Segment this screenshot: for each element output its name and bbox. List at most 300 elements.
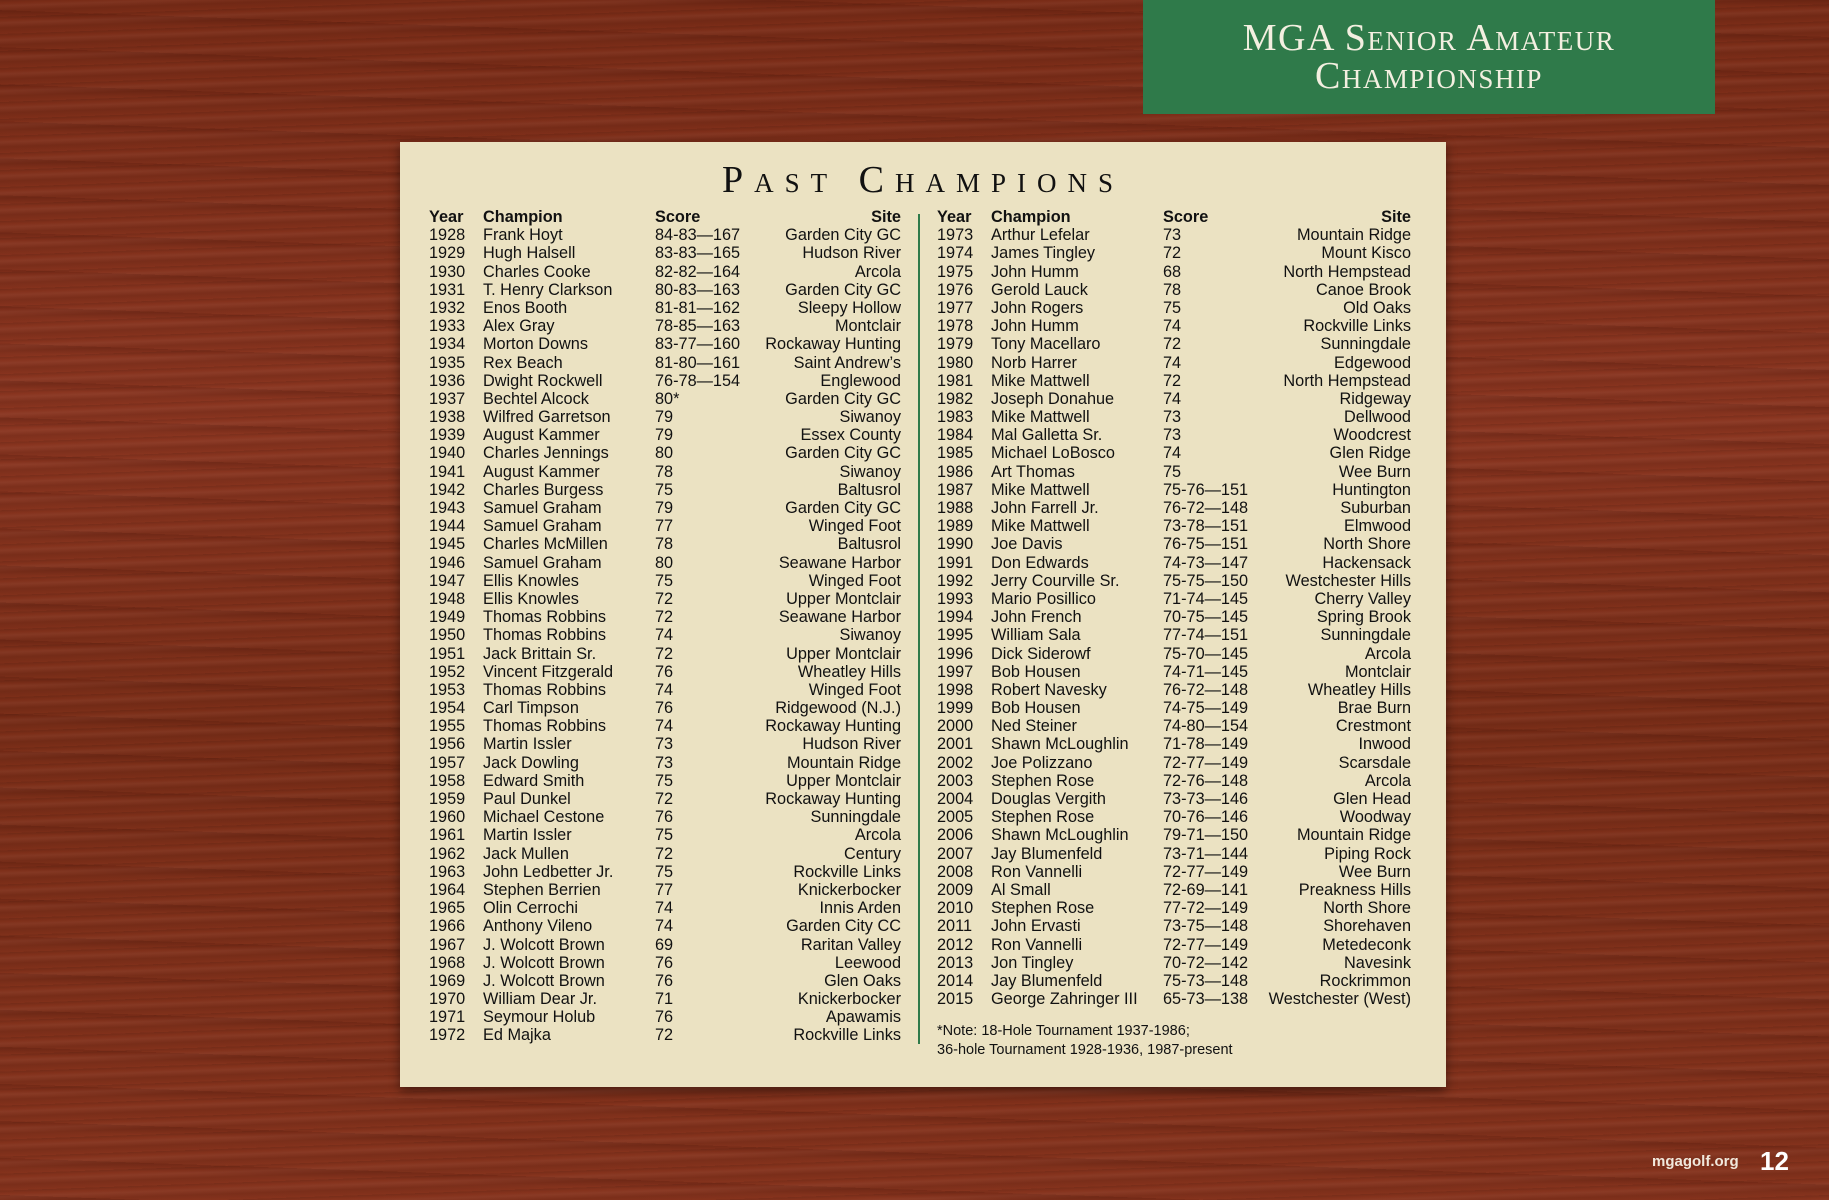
cell-champion: Jack Mullen xyxy=(483,844,569,863)
cell-site: Wee Burn xyxy=(1338,462,1411,481)
cell-year: 1978 xyxy=(937,317,974,336)
cell-champion: Mal Galletta Sr. xyxy=(991,426,1103,445)
cell-score: 72-76—148 xyxy=(1163,771,1249,790)
cell-score: 76 xyxy=(655,971,674,990)
cell-score: 83-77—160 xyxy=(655,335,741,354)
cell-year: 1936 xyxy=(429,371,466,390)
table-row xyxy=(937,554,1411,572)
banner-line-1: MGA Senior Amateur xyxy=(1242,17,1616,59)
cell-champion: Stephen Rose xyxy=(991,899,1095,918)
cell-score: 78 xyxy=(655,462,674,481)
cell-site: Elmwood xyxy=(1344,517,1411,536)
cell-site: Garden City GC xyxy=(785,280,901,299)
cell-score: 76 xyxy=(655,808,674,827)
column-divider xyxy=(918,214,920,1044)
table-row xyxy=(429,608,901,626)
cell-score: 77 xyxy=(655,880,674,899)
cell-site: Suburban xyxy=(1340,499,1411,517)
table-row xyxy=(937,390,1411,408)
cell-score: 74 xyxy=(655,917,674,936)
cell-site: Arcola xyxy=(1364,771,1411,790)
cell-champion: Samuel Graham xyxy=(483,517,602,536)
cell-year: 1971 xyxy=(429,1008,466,1027)
cell-champion: Vincent Fitzgerald xyxy=(483,662,614,681)
table-row xyxy=(429,554,901,572)
cell-score: 74 xyxy=(1163,389,1182,408)
table-row xyxy=(429,426,901,444)
header-champion: Champion xyxy=(991,208,1071,226)
cell-champion: Charles McMillen xyxy=(483,535,608,554)
cell-year: 1946 xyxy=(429,553,466,572)
cell-champion: Charles Jennings xyxy=(483,444,609,463)
cell-champion: Ellis Knowles xyxy=(483,589,579,608)
table-row xyxy=(429,572,901,590)
cell-year: 2011 xyxy=(937,917,973,936)
table-row xyxy=(937,535,1411,553)
table-row xyxy=(429,881,901,899)
cell-score: 78-85—163 xyxy=(655,317,741,336)
cell-year: 1983 xyxy=(937,408,974,427)
header-score: Score xyxy=(655,208,701,226)
cell-site: Westchester Hills xyxy=(1285,571,1411,590)
cell-champion: Martin Issler xyxy=(483,735,572,754)
table-row xyxy=(937,990,1411,1008)
cell-site: Knickerbocker xyxy=(797,880,901,899)
table-row xyxy=(937,444,1411,462)
cell-champion: Charles Burgess xyxy=(483,480,604,499)
cell-site: Canoe Brook xyxy=(1315,280,1411,299)
cell-score: 75 xyxy=(655,826,674,845)
cell-year: 1952 xyxy=(429,662,466,681)
table-row xyxy=(937,281,1411,299)
table-row xyxy=(937,845,1411,863)
header-site: Site xyxy=(1381,208,1411,226)
format-note xyxy=(937,1022,1233,1060)
table-row xyxy=(937,572,1411,590)
cell-site: Essex County xyxy=(800,426,901,445)
cell-score: 72 xyxy=(1163,371,1182,390)
cell-year: 1982 xyxy=(937,389,974,408)
cell-year: 1980 xyxy=(937,353,974,372)
table-row xyxy=(937,426,1411,444)
cell-champion: Gerold Lauck xyxy=(991,280,1088,299)
cell-site: Glen Ridge xyxy=(1329,444,1411,463)
header-site: Site xyxy=(871,208,901,226)
cell-score: 72 xyxy=(655,844,674,863)
cell-champion: Thomas Robbins xyxy=(483,680,607,699)
cell-champion: August Kammer xyxy=(483,462,600,481)
cell-score: 69 xyxy=(655,935,674,954)
table-row xyxy=(937,499,1411,517)
cell-champion: Anthony Vileno xyxy=(483,917,593,936)
cell-champion: Wilfred Garretson xyxy=(483,408,611,427)
table-row xyxy=(937,463,1411,481)
cell-year: 1990 xyxy=(937,535,974,554)
table-row xyxy=(937,954,1411,972)
cell-site: Westchester (West) xyxy=(1268,990,1411,1009)
cell-year: 2012 xyxy=(937,935,974,954)
table-row xyxy=(429,299,901,317)
cell-score: 75 xyxy=(655,862,674,881)
cell-year: 1976 xyxy=(937,280,974,299)
cell-champion: Michael LoBosco xyxy=(991,444,1115,463)
cell-year: 1996 xyxy=(937,644,974,663)
cell-year: 1969 xyxy=(429,971,466,990)
cell-score: 76-72—148 xyxy=(1163,499,1249,517)
cell-champion: Jack Brittain Sr. xyxy=(483,644,597,663)
cell-year: 1937 xyxy=(429,389,466,408)
cell-site: Woodcrest xyxy=(1333,426,1411,445)
table-row xyxy=(937,826,1411,844)
table-row xyxy=(937,335,1411,353)
cell-site: Shorehaven xyxy=(1323,917,1411,936)
cell-site: Hudson River xyxy=(802,735,901,754)
cell-year: 1998 xyxy=(937,680,974,699)
cell-year: 1991 xyxy=(937,553,974,572)
cell-site: Edgewood xyxy=(1334,353,1411,372)
cell-site: Innis Arden xyxy=(819,899,901,918)
cell-site: Piping Rock xyxy=(1324,844,1411,863)
cell-site: Montclair xyxy=(1344,662,1411,681)
cell-year: 1954 xyxy=(429,699,466,718)
header-year: Year xyxy=(429,208,464,226)
cell-score: 75 xyxy=(1163,462,1182,481)
cell-site: Arcola xyxy=(854,826,901,845)
table-row xyxy=(429,699,901,717)
header-score: Score xyxy=(1163,208,1209,226)
cell-year: 1974 xyxy=(937,244,974,263)
cell-year: 1965 xyxy=(429,899,466,918)
table-row xyxy=(429,372,901,390)
cell-year: 1966 xyxy=(429,917,466,936)
cell-score: 74 xyxy=(655,680,674,699)
cell-champion: John Ervasti xyxy=(991,917,1081,936)
cell-score: 76 xyxy=(655,662,674,681)
cell-score: 75 xyxy=(655,571,674,590)
cell-site: North Shore xyxy=(1323,899,1411,918)
table-row xyxy=(937,244,1411,262)
cell-score: 78 xyxy=(1163,280,1182,299)
cell-score: 71-74—145 xyxy=(1163,589,1249,608)
cell-site: Montclair xyxy=(834,317,901,336)
cell-score: 81-81—162 xyxy=(655,298,741,317)
cell-champion: Art Thomas xyxy=(991,462,1075,481)
table-row xyxy=(429,1008,901,1026)
cell-site: Hackensack xyxy=(1322,553,1411,572)
cell-site: Mountain Ridge xyxy=(1296,226,1411,245)
cell-champion: Mike Mattwell xyxy=(991,517,1090,536)
cell-year: 1992 xyxy=(937,571,974,590)
table-row xyxy=(937,608,1411,626)
table-row xyxy=(429,790,901,808)
cell-year: 1988 xyxy=(937,499,974,517)
cell-year: 1962 xyxy=(429,844,466,863)
cell-year: 1984 xyxy=(937,426,974,445)
website-url: mgagolf.org xyxy=(1652,1153,1739,1170)
cell-site: Sunningdale xyxy=(810,808,901,827)
cell-score: 76-78—154 xyxy=(655,371,741,390)
cell-champion: Joseph Donahue xyxy=(991,389,1115,408)
cell-champion: Robert Navesky xyxy=(991,680,1107,699)
cell-score: 74 xyxy=(1163,353,1182,372)
cell-champion: John Ledbetter Jr. xyxy=(483,862,614,881)
cell-champion: Douglas Vergith xyxy=(991,790,1106,808)
cell-site: Garden City GC xyxy=(785,226,901,245)
cell-site: Crestmont xyxy=(1335,717,1411,736)
cell-score: 72-77—149 xyxy=(1163,935,1249,954)
cell-year: 1973 xyxy=(937,226,974,245)
cell-champion: Joe Polizzano xyxy=(991,753,1093,772)
cell-score: 76 xyxy=(655,699,674,718)
cell-champion: Olin Cerrochi xyxy=(483,899,579,918)
cell-score: 80* xyxy=(655,389,680,408)
cell-score: 73 xyxy=(1163,226,1182,245)
cell-site: Garden City GC xyxy=(785,389,901,408)
cell-champion: Jay Blumenfeld xyxy=(991,971,1103,990)
cell-year: 1970 xyxy=(429,990,466,1009)
cell-score: 81-80—161 xyxy=(655,353,741,372)
cell-site: Winged Foot xyxy=(808,571,901,590)
cell-year: 1960 xyxy=(429,808,466,827)
cell-score: 74 xyxy=(1163,317,1182,336)
cell-year: 1964 xyxy=(429,880,466,899)
cell-site: Rockville Links xyxy=(793,862,901,881)
cell-champion: Jon Tingley xyxy=(991,953,1074,972)
cell-site: Old Oaks xyxy=(1343,298,1411,317)
table-row xyxy=(429,735,901,753)
cell-year: 1943 xyxy=(429,499,466,517)
table-row xyxy=(937,881,1411,899)
cell-score: 75 xyxy=(655,771,674,790)
cell-champion: Ron Vannelli xyxy=(991,935,1083,954)
cell-year: 1961 xyxy=(429,826,466,845)
cell-year: 1987 xyxy=(937,480,974,499)
cell-site: Metedeconk xyxy=(1322,935,1411,954)
table-row xyxy=(429,244,901,262)
cell-score: 79 xyxy=(655,408,674,427)
cell-score: 71-78—149 xyxy=(1163,735,1249,754)
cell-champion: Mike Mattwell xyxy=(991,480,1090,499)
cell-site: Seawane Harbor xyxy=(778,608,901,627)
table-row xyxy=(429,899,901,917)
table-row xyxy=(429,826,901,844)
cell-site: Winged Foot xyxy=(808,517,901,536)
card-title: Past Champions xyxy=(721,159,1124,201)
table-row xyxy=(429,517,901,535)
cell-score: 75-73—148 xyxy=(1163,971,1249,990)
cell-year: 2015 xyxy=(937,990,974,1009)
table-header xyxy=(429,208,901,226)
cell-champion: Enos Booth xyxy=(483,298,568,317)
table-row xyxy=(937,717,1411,735)
cell-site: Glen Head xyxy=(1333,790,1411,808)
cell-year: 2005 xyxy=(937,808,974,827)
cell-year: 1994 xyxy=(937,608,974,627)
cell-site: Hudson River xyxy=(802,244,901,263)
cell-score: 72 xyxy=(655,1026,674,1045)
cell-site: Scarsdale xyxy=(1338,753,1411,772)
table-row xyxy=(937,372,1411,390)
table-row xyxy=(937,663,1411,681)
cell-champion: Don Edwards xyxy=(991,553,1089,572)
cell-champion: John Farrell Jr. xyxy=(991,499,1099,517)
cell-champion: John French xyxy=(991,608,1082,627)
cell-champion: Samuel Graham xyxy=(483,553,602,572)
cell-score: 76 xyxy=(655,1008,674,1027)
cell-score: 72 xyxy=(1163,244,1182,263)
cell-champion: Mike Mattwell xyxy=(991,408,1090,427)
cell-champion: Jay Blumenfeld xyxy=(991,844,1103,863)
cell-champion: Stephen Rose xyxy=(991,771,1095,790)
cell-year: 1963 xyxy=(429,862,466,881)
cell-champion: James Tingley xyxy=(991,244,1096,263)
cell-year: 1931 xyxy=(429,280,466,299)
cell-champion: Bechtel Alcock xyxy=(483,389,589,408)
table-row xyxy=(937,226,1411,244)
champions-table-right xyxy=(937,208,1411,1008)
cell-year: 1985 xyxy=(937,444,974,463)
table-row xyxy=(429,263,901,281)
cell-year: 1930 xyxy=(429,262,466,281)
table-header xyxy=(937,208,1411,226)
cell-year: 1945 xyxy=(429,535,466,554)
cell-score: 71 xyxy=(655,990,674,1009)
cell-year: 1942 xyxy=(429,480,466,499)
cell-champion: Bob Housen xyxy=(991,662,1081,681)
table-row xyxy=(937,735,1411,753)
cell-site: Cherry Valley xyxy=(1314,589,1411,608)
cell-score: 80 xyxy=(655,444,674,463)
cell-score: 75-75—150 xyxy=(1163,571,1249,590)
table-row xyxy=(937,917,1411,935)
cell-score: 79 xyxy=(655,426,674,445)
cell-champion: Shawn McLoughlin xyxy=(991,735,1129,754)
table-row xyxy=(429,1026,901,1044)
table-row xyxy=(937,645,1411,663)
table-row xyxy=(429,535,901,553)
table-row xyxy=(429,754,901,772)
cell-score: 79 xyxy=(655,499,674,517)
cell-score: 65-73—138 xyxy=(1163,990,1249,1009)
cell-score: 75 xyxy=(655,480,674,499)
table-row xyxy=(429,317,901,335)
cell-year: 1949 xyxy=(429,608,466,627)
cell-champion: August Kammer xyxy=(483,426,600,445)
past-champions-card xyxy=(400,142,1446,1087)
cell-score: 75-70—145 xyxy=(1163,644,1249,663)
cell-year: 1933 xyxy=(429,317,466,336)
table-row xyxy=(429,808,901,826)
cell-score: 77-74—151 xyxy=(1163,626,1249,645)
cell-score: 76 xyxy=(655,953,674,972)
cell-score: 76-72—148 xyxy=(1163,680,1249,699)
cell-site: Knickerbocker xyxy=(797,990,901,1009)
cell-champion: Frank Hoyt xyxy=(483,226,563,245)
cell-site: Winged Foot xyxy=(808,680,901,699)
cell-year: 1977 xyxy=(937,298,974,317)
table-row xyxy=(429,354,901,372)
cell-site: Preakness Hills xyxy=(1298,880,1411,899)
cell-score: 73 xyxy=(1163,408,1182,427)
cell-score: 70-72—142 xyxy=(1163,953,1249,972)
cell-score: 75-76—151 xyxy=(1163,480,1249,499)
cell-score: 73 xyxy=(655,753,674,772)
cell-site: Rockaway Hunting xyxy=(765,717,901,736)
cell-site: Rockaway Hunting xyxy=(765,790,901,808)
cell-champion: T. Henry Clarkson xyxy=(483,280,613,299)
cell-site: Raritan Valley xyxy=(800,935,901,954)
cell-score: 70-76—146 xyxy=(1163,808,1249,827)
cell-site: North Hempstead xyxy=(1283,262,1411,281)
cell-champion: Al Small xyxy=(991,880,1051,899)
table-row xyxy=(937,299,1411,317)
table-row xyxy=(937,317,1411,335)
cell-champion: Thomas Robbins xyxy=(483,626,607,645)
cell-year: 1972 xyxy=(429,1026,466,1045)
cell-champion: Edward Smith xyxy=(483,771,585,790)
cell-year: 1929 xyxy=(429,244,466,263)
cell-site: Dellwood xyxy=(1344,408,1411,427)
cell-champion: Martin Issler xyxy=(483,826,572,845)
table-row xyxy=(429,936,901,954)
cell-site: Apawamis xyxy=(825,1008,901,1027)
cell-year: 2000 xyxy=(937,717,974,736)
table-row xyxy=(429,663,901,681)
cell-score: 74 xyxy=(655,717,674,736)
cell-site: Inwood xyxy=(1358,735,1411,754)
cell-score: 73-75—148 xyxy=(1163,917,1249,936)
cell-year: 1948 xyxy=(429,589,466,608)
cell-score: 79-71—150 xyxy=(1163,826,1249,845)
cell-year: 2009 xyxy=(937,880,974,899)
cell-score: 73-73—146 xyxy=(1163,790,1249,808)
table-row xyxy=(429,481,901,499)
header-champion: Champion xyxy=(483,208,563,226)
table-row xyxy=(429,972,901,990)
cell-score: 74-73—147 xyxy=(1163,553,1249,572)
cell-score: 74-75—149 xyxy=(1163,699,1249,718)
cell-site: Wheatley Hills xyxy=(797,662,901,681)
cell-score: 68 xyxy=(1163,262,1182,281)
table-row xyxy=(937,699,1411,717)
cell-year: 1981 xyxy=(937,371,974,390)
cell-champion: J. Wolcott Brown xyxy=(483,971,605,990)
cell-champion: Tony Macellaro xyxy=(991,335,1101,354)
champions-table-left xyxy=(429,208,901,1045)
cell-champion: Paul Dunkel xyxy=(483,790,571,808)
cell-champion: Thomas Robbins xyxy=(483,608,607,627)
cell-site: Glen Oaks xyxy=(824,971,901,990)
cell-year: 1956 xyxy=(429,735,466,754)
championship-banner xyxy=(1143,0,1715,114)
cell-champion: Shawn McLoughlin xyxy=(991,826,1129,845)
cell-champion: Dwight Rockwell xyxy=(483,371,603,390)
cell-champion: Thomas Robbins xyxy=(483,717,607,736)
cell-year: 1995 xyxy=(937,626,974,645)
cell-score: 70-75—145 xyxy=(1163,608,1249,627)
cell-year: 1951 xyxy=(429,644,466,663)
page-number: 12 xyxy=(1760,1146,1789,1176)
cell-champion: Jerry Courville Sr. xyxy=(991,571,1120,590)
cell-site: Sunningdale xyxy=(1320,626,1411,645)
table-row xyxy=(429,681,901,699)
cell-champion: Mario Posillico xyxy=(991,589,1096,608)
cell-champion: Carl Timpson xyxy=(483,699,579,718)
cell-score: 80 xyxy=(655,553,674,572)
table-row xyxy=(429,335,901,353)
cell-score: 74-80—154 xyxy=(1163,717,1249,736)
cell-champion: Rex Beach xyxy=(483,353,563,372)
